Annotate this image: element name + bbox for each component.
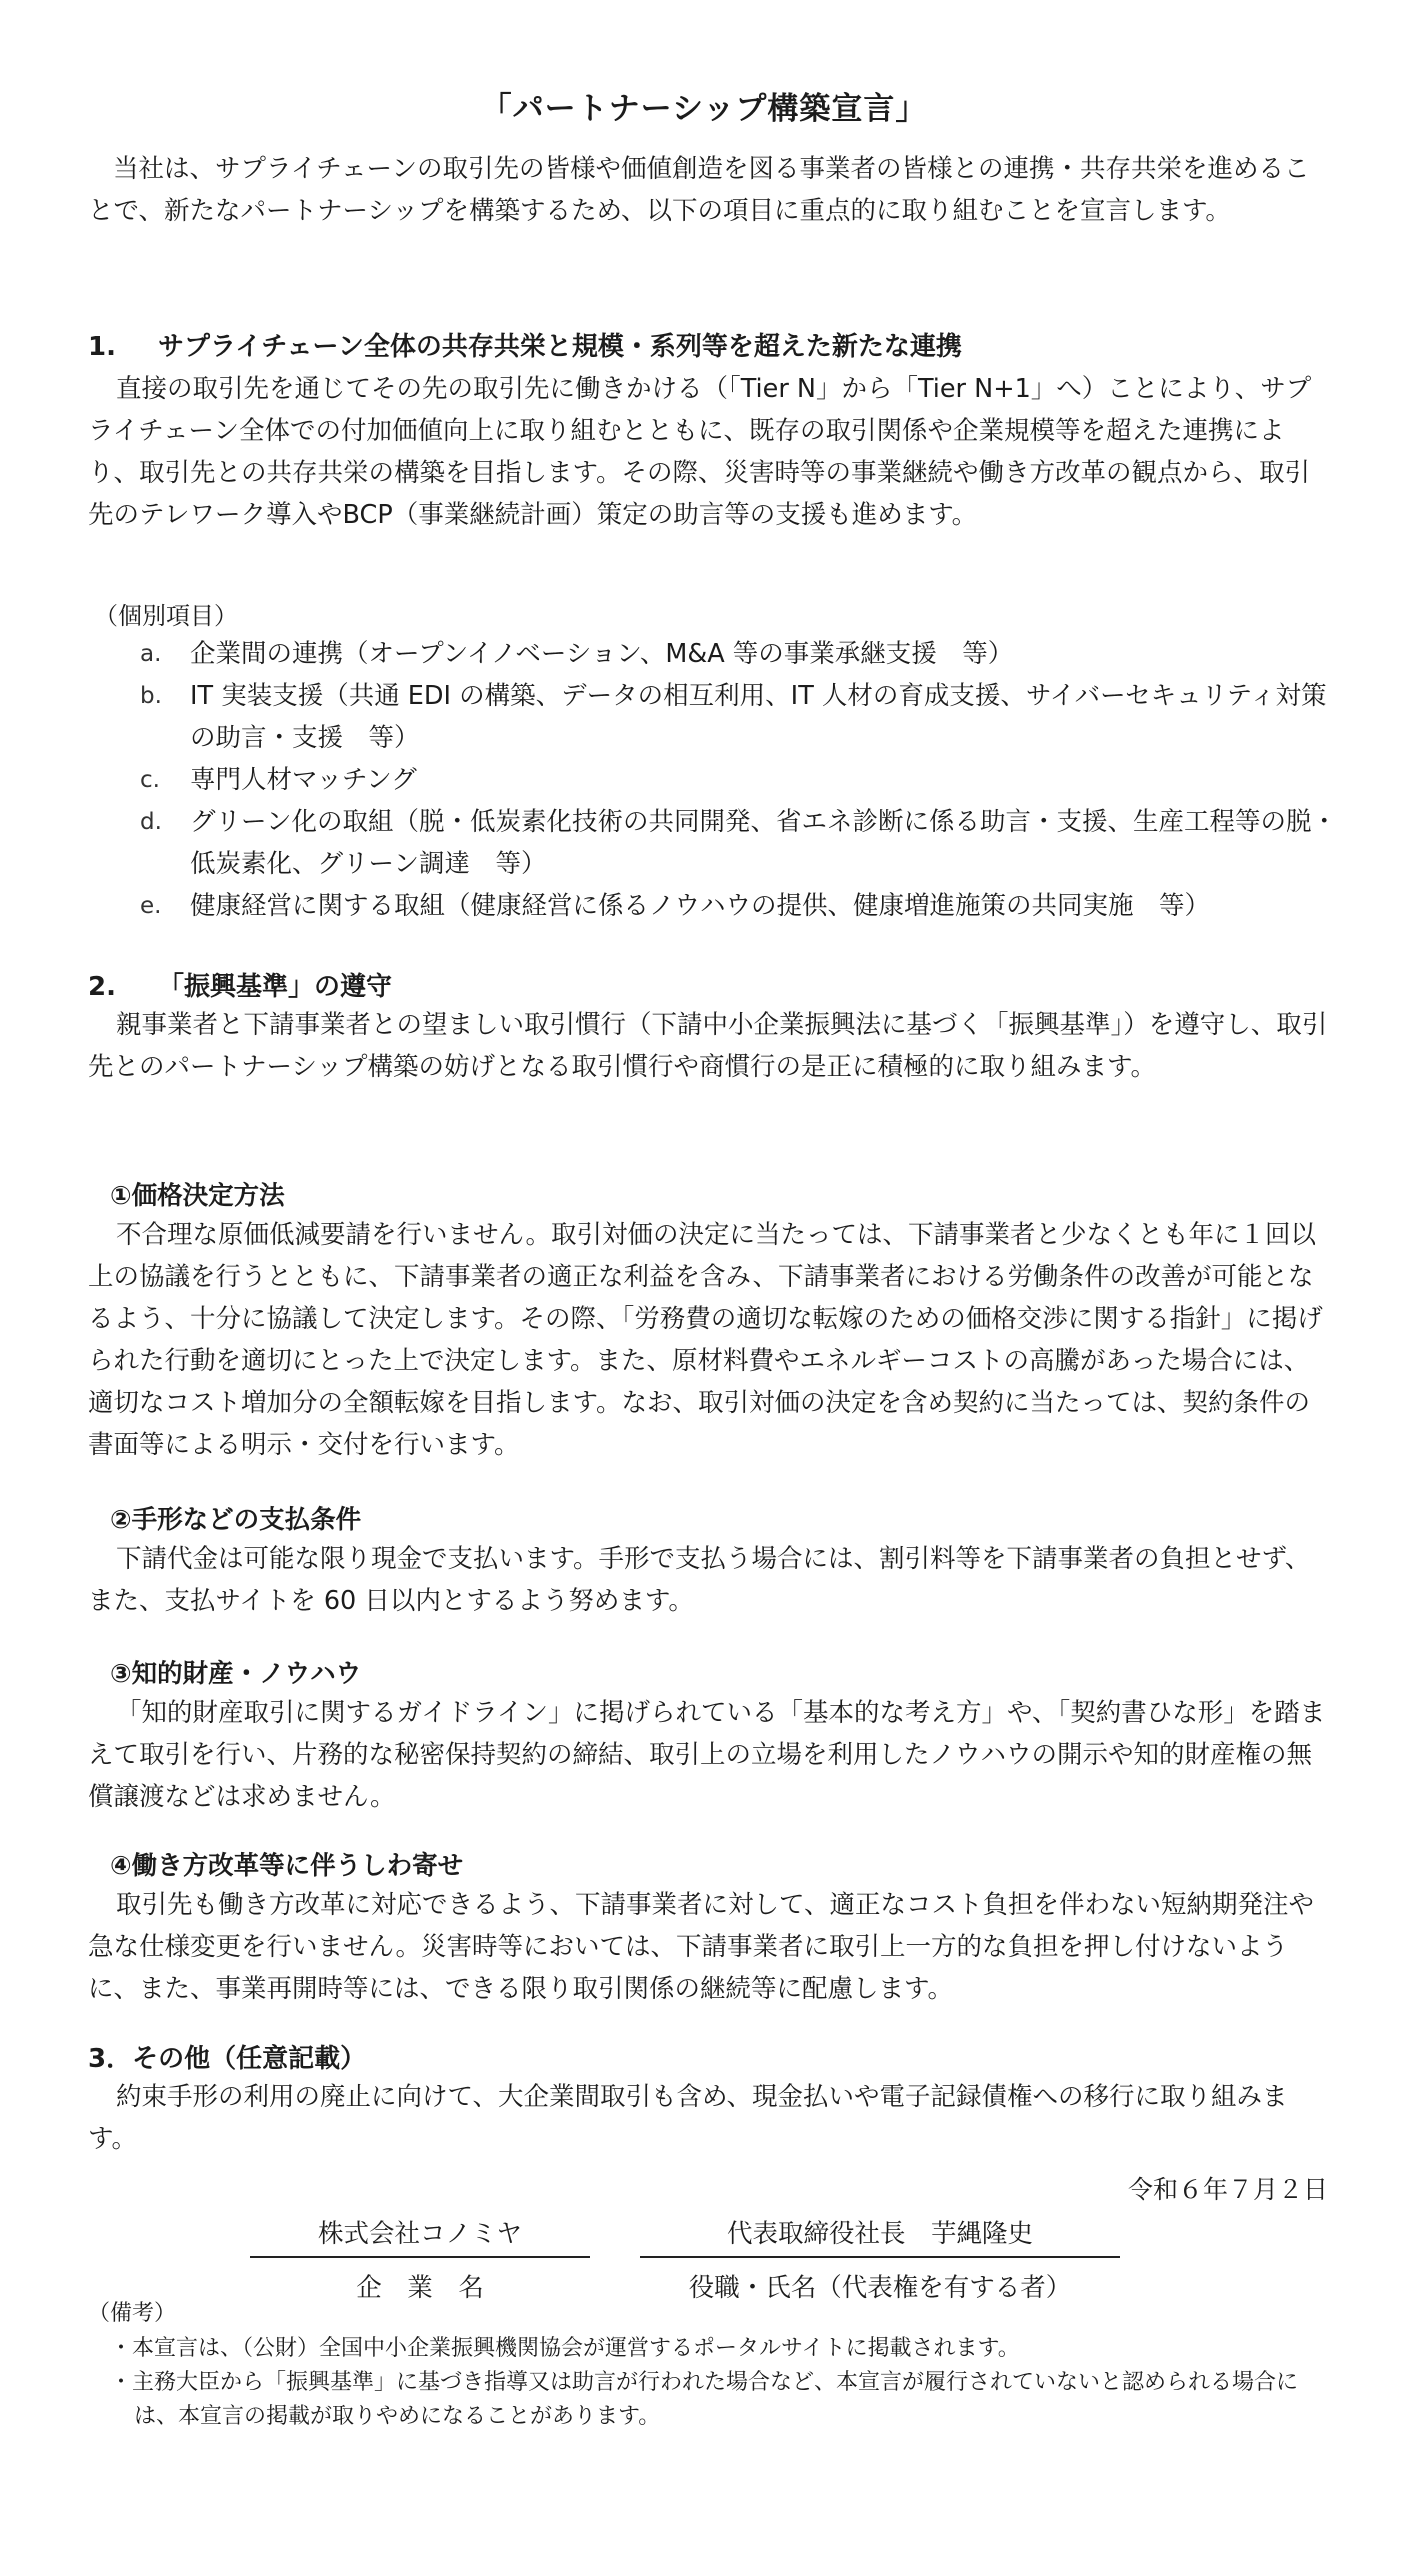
subsection-workstyle-body: 取引先も働き方改革に対応できるよう、下請事業者に対して、適正なコスト負担を伴わない短納期発注や急な仕様変更を行いません。災害時等においては、下請事業者に取引上一方的な負担を押し付けないように、また、事業再開時等には、できる限り取引関係の継続等に配慮します。 — [88, 1890, 1314, 2004]
list-item — [140, 759, 1340, 801]
list-item — [140, 633, 1340, 675]
individual-items-list — [140, 633, 1340, 927]
item-text: IT 実装支援（共通 EDI の構築、データの相互利用、IT 人材の育成支援、サイバーセキュリティ対策の助言・支援 等） — [190, 681, 1327, 753]
section-1-number: 1. — [88, 332, 116, 362]
note-item: ・主務大臣から「振興基準」に基づき指導又は助言が行われた場合など、本宣言が履行されていないと認められる場合には、本宣言の掲載が取りやめになることがあります。 — [110, 2370, 1299, 2429]
item-text: 企業間の連携（オープンイノベーション、M&A 等の事業承継支援 等） — [190, 639, 1014, 669]
individual-items-label: （個別項目） — [94, 602, 238, 630]
item-marker: b. — [140, 683, 162, 709]
item-marker: c. — [140, 767, 160, 793]
subsection-ip-heading: ③知的財産・ノウハウ — [110, 1659, 362, 1689]
page-title: 「パートナーシップ構築宣言」 — [480, 90, 928, 127]
representative-label: 役職・氏名（代表権を有する者） — [688, 2273, 1072, 2303]
list-item — [140, 885, 1340, 927]
declaration-date: 令和６年７月２日 — [1127, 2175, 1328, 2204]
section-2-title: 「振興基準」の遵守 — [158, 972, 393, 1002]
subsection-payment-body: 下請代金は可能な限り現金で支払います。手形で支払う場合には、割引料等を下請事業者の負担とせず、また、支払サイトを 60 日以内とするよう努めます。 — [88, 1544, 1311, 1616]
company-signature-block — [250, 2214, 590, 2304]
intro-paragraph: 当社は、サプライチェーンの取引先の皆様や価値創造を図る事業者の皆様との連携・共存共栄を進めることで、新たなパートナーシップを構築するため、以下の項目に重点的に取り組むことを宣言します。 — [88, 154, 1310, 226]
item-marker: a. — [140, 641, 162, 667]
item-text: グリーン化の取組（脱・低炭素化技術の共同開発、省エネ診断に係る助言・支援、生産工程等の脱・低炭素化、グリーン調達 等） — [190, 807, 1337, 879]
notes-title: （備考） — [88, 2301, 177, 2326]
section-3-body: 約束手形の利用の廃止に向けて、大企業間取引も含め、現金払いや電子記録債権への移行に取り組みます。 — [88, 2082, 1288, 2154]
section-3-heading: 3．その他（任意記載） — [88, 2044, 367, 2074]
list-item — [140, 801, 1340, 885]
section-2-body: 親事業者と下請事業者との望ましい取引慣行（下請中小企業振興法に基づく「振興基準」）を遵守し、取引先とのパートナーシップ構築の妨げとなる取引慣行や商慣行の是正に積極的に取り組みます。 — [88, 1010, 1328, 1082]
item-marker: d. — [140, 809, 162, 835]
item-text: 専門人材マッチング — [190, 765, 417, 795]
section-2-number: 2. — [88, 972, 116, 1002]
note-item: ・本宣言は、（公財）全国中小企業振興機関協会が運営するポータルサイトに掲載されます。 — [110, 2336, 1020, 2361]
item-text: 健康経営に関する取組（健康経営に係るノウハウの提供、健康増進施策の共同実施 等） — [190, 891, 1211, 921]
subsection-payment-heading: ②手形などの支払条件 — [110, 1505, 362, 1535]
notes-list — [110, 2332, 1340, 2434]
item-marker: e. — [140, 893, 162, 919]
section-2-heading — [88, 966, 392, 1003]
subsection-price-body: 不合理な原価低減要請を行いません。取引対価の決定に当たっては、下請事業者と少なくとも年に１回以上の協議を行うとともに、下請事業者の適正な利益を含み、下請事業者における労働条件の改善が可能となるよう、十分に協議して決定します。その際、「労務費の適切な転嫁のための価格交渉に関する指針」に掲げられた行動を適切にとった上で決定します。また、原材料費やエネルギーコストの高騰があった場合には、適切なコスト増加分の全額転嫁を目指します。なお、取引対価の決定を含め契約に当たっては、契約条件の書面等による明示・交付を行います。 — [88, 1220, 1323, 1460]
section-1-heading — [88, 326, 962, 363]
subsection-ip-body: 「知的財産取引に関するガイドライン」に掲げられている「基本的な考え方」や、「契約書ひな形」を踏まえて取引を行い、片務的な秘密保持契約の締結、取引上の立場を利用したノウハウの開示や知的財産権の無償譲渡などは求めません。 — [88, 1698, 1326, 1812]
section-1-body: 直接の取引先を通じてその先の取引先に働きかける（「Tier N」から「Tier N+1」へ）ことにより、サプライチェーン全体での付加価値向上に取り組むとともに、既存の取引関係や企業規模等を超えた連携により、取引先との共存共栄の構築を目指します。その際、災害時等の事業継続や働き方改革の観点から、取引先のテレワーク導入やBCP（事業継続計画）策定の助言等の支援も進めます。 — [88, 374, 1312, 530]
subsection-workstyle-heading: ④働き方改革等に伴うしわ寄せ — [110, 1851, 464, 1881]
company-name: 株式会社コノミヤ — [250, 2214, 590, 2258]
representative-name: 代表取締役社長 芋縄隆史 — [640, 2214, 1120, 2258]
subsection-price-heading: ①価格決定方法 — [110, 1181, 285, 1211]
list-item — [140, 675, 1340, 759]
representative-signature-block — [640, 2214, 1120, 2304]
section-1-title: サプライチェーン全体の共存共栄と規模・系列等を超えた新たな連携 — [158, 332, 962, 362]
company-label: 企 業 名 — [356, 2273, 484, 2303]
